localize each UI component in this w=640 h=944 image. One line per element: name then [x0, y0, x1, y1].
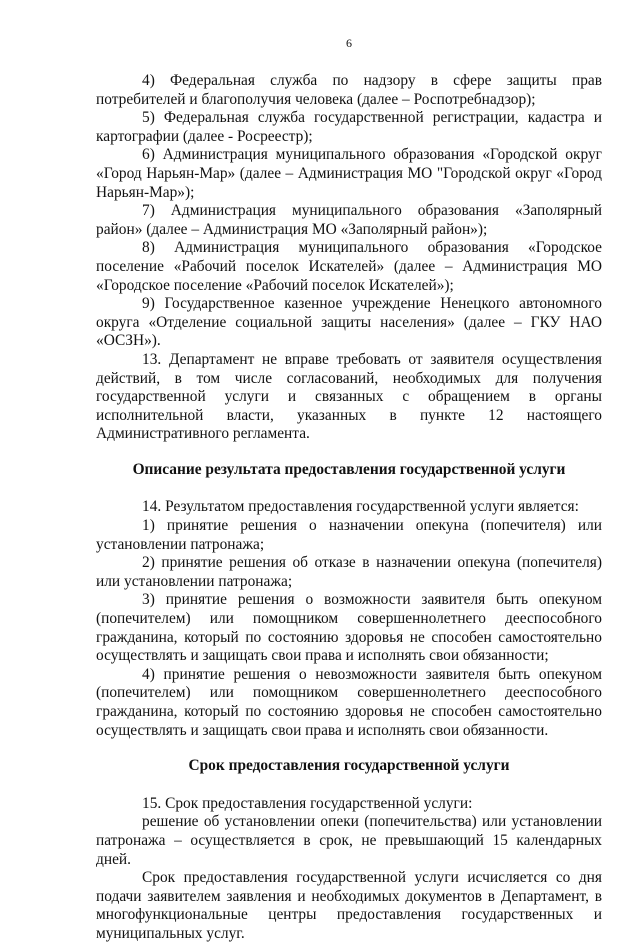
paragraph-13: 13. Департамент не вправе требовать от заявителя осуществления действий, в том числе согласований, необходимых для получения государственной услуги и связанных с обращением в органы исполнительной власти, указанных в пункте 12 настоящего Административного регламента. — [96, 350, 602, 443]
paragraph-15-start: Срок предоставления государственной услуги исчисляется со дня подачи заявителем заявления и необходимых документов в Департамент, в многофункциональные центры предоставления государственных и муниципальных услуг. — [96, 869, 602, 942]
section-heading-term: Срок предоставления государственной услуги — [188, 757, 510, 775]
paragraph-14: 14. Результатом предоставления государственной услуги является: — [142, 498, 579, 516]
paragraph-item-4: 4) Федеральная служба по надзору в сфере защиты прав потребителей и благополучия человека (далее – Роспотребнадзор); — [96, 72, 602, 108]
page-number: 6 — [346, 36, 352, 50]
paragraph-15-term: решение об установлении опеки (попечительства) или установлении патронажа – осуществляется в срок, не превышающий 15 календарных дней. — [96, 813, 602, 868]
spacer — [96, 444, 602, 461]
paragraph-14-item-4: 4) принятие решения о невозможности заявителя быть опекуном (попечителем) или помощником совершеннолетнего дееспособного гражданина, который по состоянию здоровья не способен самостоятельно осуществлять и защищать свои права и исполнять свои обязанности. — [96, 665, 602, 739]
spacer — [96, 776, 602, 795]
spacer — [96, 740, 602, 757]
paragraph-item-5: 5) Федеральная служба государственной регистрации, кадастра и картографии (далее - Росреестр); — [96, 109, 602, 145]
paragraph-item-6: 6) Администрация муниципального образования «Городской округ «Город Нарьян-Мар» (далее – Администрация МО "Городской округ «Город Нарьян-Мар»); — [96, 146, 602, 201]
paragraph-item-9: 9) Государственное казенное учреждение Ненецкого автономного округа «Отделение социальной защиты населения» (далее – ГКУ НАО «ОСЗН»). — [96, 295, 602, 350]
paragraph-14-item-1: 1) принятие решения о назначении опекуна (попечителя) или установлении патронажа; — [96, 517, 602, 553]
document-page — [96, 36, 602, 944]
section-heading-result: Описание результата предоставления государственной услуги — [132, 460, 566, 478]
paragraph-15: 15. Срок предоставления государственной услуги: — [142, 794, 473, 812]
spacer — [96, 479, 602, 498]
paragraph-14-item-3: 3) принятие решения о возможности заявителя быть опекуном (попечителем) или помощником совершеннолетнего дееспособного гражданина, который по состоянию здоровья не способен самостоятельно осуществлять и защищать свои права и исполнять свои обязанности; — [96, 591, 602, 665]
paragraph-item-8: 8) Администрация муниципального образования «Городское поселение «Рабочий поселок Искателей» (далее – Администрация МО «Городское поселение «Рабочий поселок Искателей»); — [96, 239, 602, 294]
paragraph-14-item-2: 2) принятие решения об отказе в назначении опекуна (попечителя) или установлении патронажа; — [96, 554, 602, 590]
paragraph-item-7: 7) Администрация муниципального образования «Заполярный район» (далее – Администрация МО «Заполярный район»); — [96, 202, 602, 238]
